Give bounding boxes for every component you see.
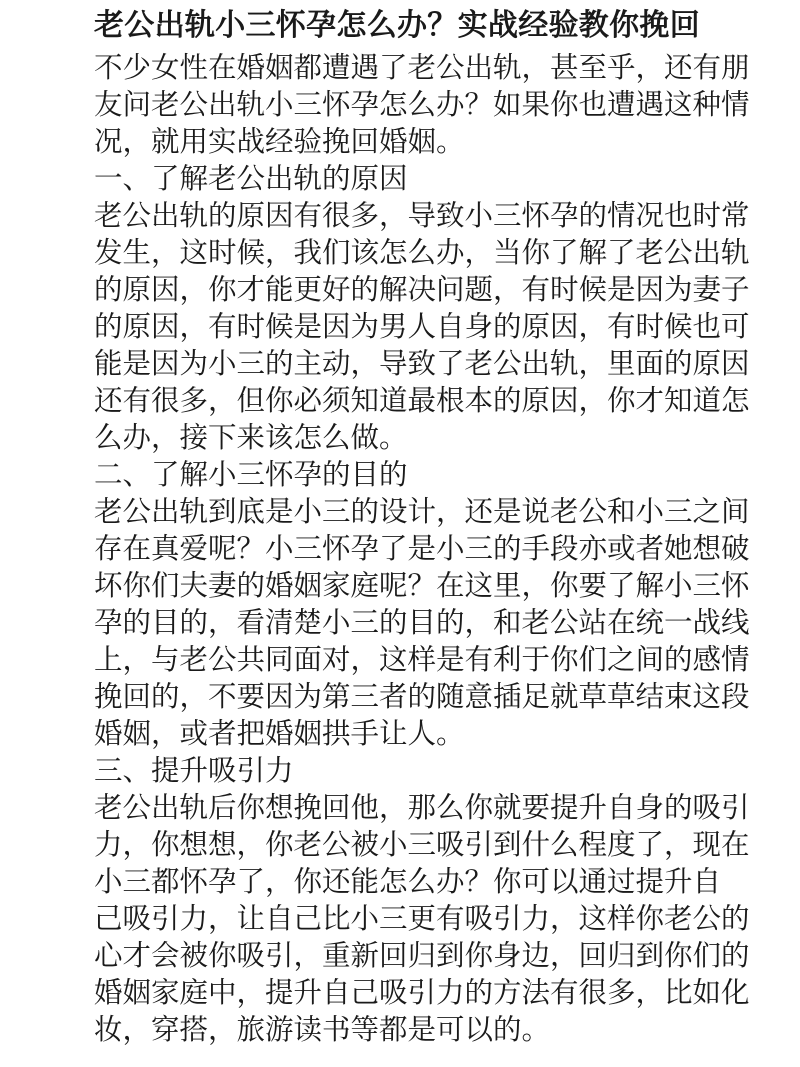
paragraph-line: 挽回的，不要因为第三者的随意插足就草草结束这段 [94,680,750,713]
paragraph-line: 么办，接下来该怎么做。 [94,421,408,454]
paragraph-line: 婚姻，或者把婚姻拱手让人。 [94,717,465,750]
paragraph-line: 发生，这时候，我们该怎么办，当你了解了老公出轨 [94,236,750,269]
section-heading-1: 一、了解老公出轨的原因 [94,162,408,195]
paragraph-line: 能是因为小三的主动，导致了老公出轨，里面的原因 [94,347,750,380]
paragraph-line: 的原因，有时候是因为男人自身的原因，有时候也可 [94,310,750,343]
paragraph-line: 婚姻家庭中，提升自己吸引力的方法有很多，比如化 [94,976,750,1009]
paragraph-line: 还有很多，但你必须知道最根本的原因，你才知道怎 [94,384,750,417]
article-title: 老公出轨小三怀孕怎么办？实战经验教你挽回 [94,8,700,43]
paragraph-line: 力，你想想，你老公被小三吸引到什么程度了，现在 [94,828,750,861]
paragraph-line: 小三都怀孕了，你还能怎么办？你可以通过提升自 [94,865,722,898]
paragraph-line: 妆，穿搭，旅游读书等都是可以的。 [94,1013,551,1046]
paragraph-line: 心才会被你吸引，重新回归到你身边，回归到你们的 [94,939,750,972]
paragraph-line: 存在真爱呢？小三怀孕了是小三的手段亦或者她想破 [94,532,750,565]
intro-line: 友问老公出轨小三怀孕怎么办？如果你也遭遇这种情 [94,88,750,121]
paragraph-line: 老公出轨后你想挽回他，那么你就要提升自身的吸引 [94,791,750,824]
paragraph-line: 老公出轨的原因有很多，导致小三怀孕的情况也时常 [94,199,750,232]
intro-line: 不少女性在婚姻都遭遇了老公出轨，甚至乎，还有朋 [94,51,750,84]
section-heading-2: 二、了解小三怀孕的目的 [94,458,408,491]
section-heading-3: 三、提升吸引力 [94,754,294,787]
paragraph-line: 己吸引力，让自己比小三更有吸引力，这样你老公的 [94,902,750,935]
paragraph-line: 老公出轨到底是小三的设计，还是说老公和小三之间 [94,495,750,528]
paragraph-line: 上，与老公共同面对，这样是有利于你们之间的感情 [94,643,750,676]
paragraph-line: 孕的目的，看清楚小三的目的，和老公站在统一战线 [94,606,750,639]
paragraph-line: 的原因，你才能更好的解决问题，有时候是因为妻子 [94,273,750,306]
intro-line: 况，就用实战经验挽回婚姻。 [94,125,465,158]
paragraph-line: 坏你们夫妻的婚姻家庭呢？在这里，你要了解小三怀 [94,569,750,602]
